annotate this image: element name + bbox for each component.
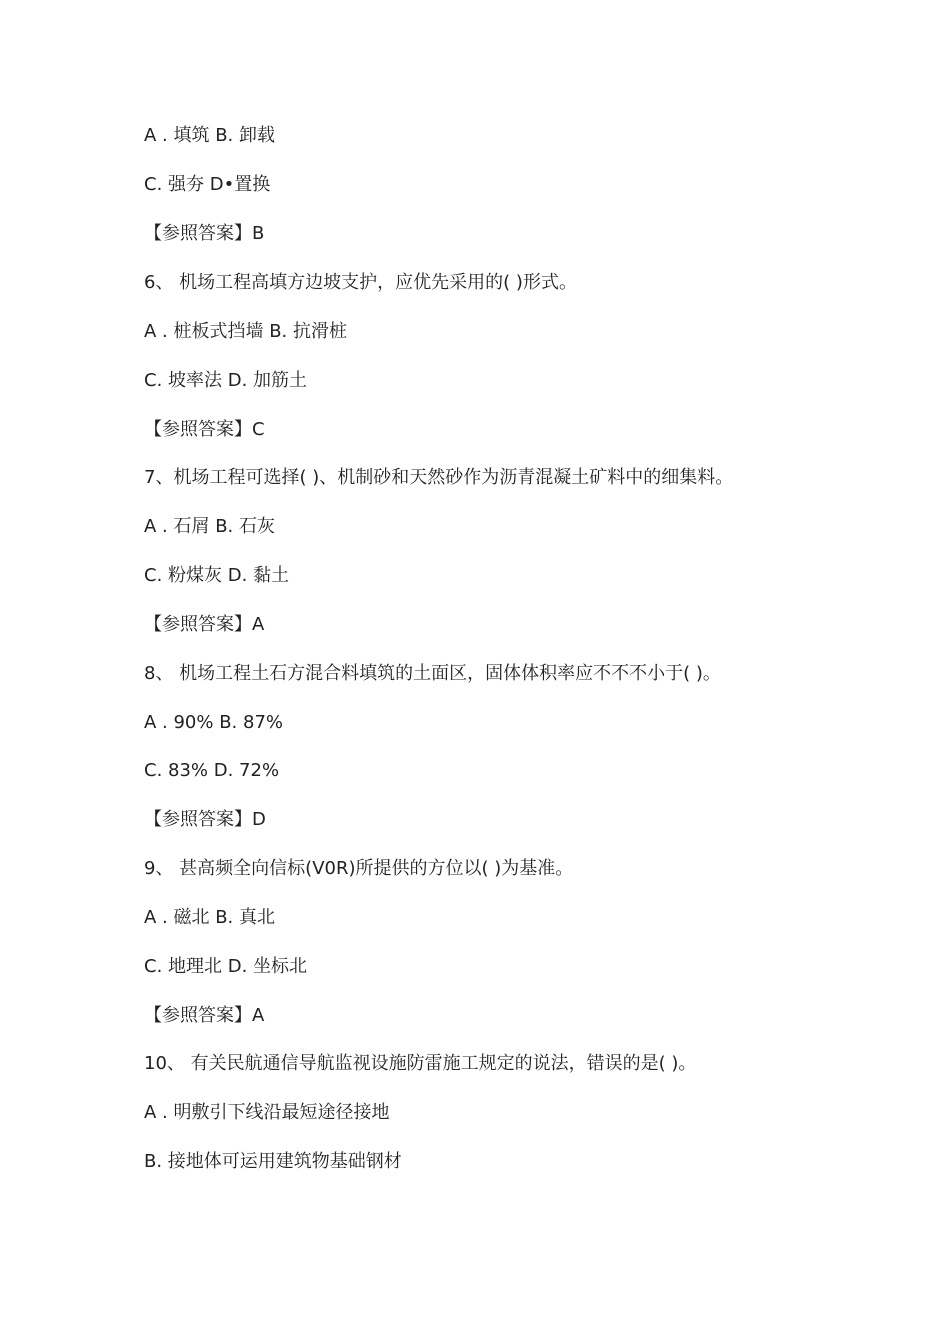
- option-line: C. 坡率法 D. 加筋土: [144, 370, 308, 391]
- question-line: 10、 有关民航通信导航监视设施防雷施工规定的说法，错误的是( )。: [144, 1053, 697, 1074]
- question-line: 9、 甚高频全向信标(V0R)所提供的方位以( )为基准。: [144, 858, 574, 879]
- option-line: A . 石屑 B. 石灰: [144, 516, 275, 537]
- option-line: C. 粉煤灰 D. 黏土: [144, 565, 290, 586]
- question-line: 8、 机场工程土石方混合料填筑的土面区，固体体积率应不不不小于( )。: [144, 663, 721, 684]
- option-line: A . 桩板式挡墙 B. 抗滑桩: [144, 321, 347, 342]
- option-line: A . 磁北 B. 真北: [144, 907, 275, 928]
- answer-line: 【参照答案】D: [144, 809, 266, 830]
- option-line: C. 83% D. 72%: [144, 760, 280, 781]
- option-line: A . 填筑 B. 卸载: [144, 125, 275, 146]
- answer-line: 【参照答案】B: [144, 223, 265, 244]
- option-line: C. 地理北 D. 坐标北: [144, 956, 308, 977]
- option-line: B. 接地体可运用建筑物基础钢材: [144, 1151, 402, 1172]
- answer-line: 【参照答案】A: [144, 614, 265, 635]
- answer-line: 【参照答案】C: [144, 419, 265, 440]
- option-line: A . 90% B. 87%: [144, 712, 284, 733]
- answer-line: 【参照答案】A: [144, 1005, 265, 1026]
- question-line: 7、机场工程可选择( )、机制砂和天然砂作为沥青混凝土矿料中的细集料。: [144, 467, 734, 488]
- question-line: 6、 机场工程高填方边坡支护，应优先采用的( )形式。: [144, 272, 577, 293]
- option-line: A . 明敷引下线沿最短途径接地: [144, 1102, 390, 1123]
- option-line: C. 强夯 D•置换: [144, 174, 271, 195]
